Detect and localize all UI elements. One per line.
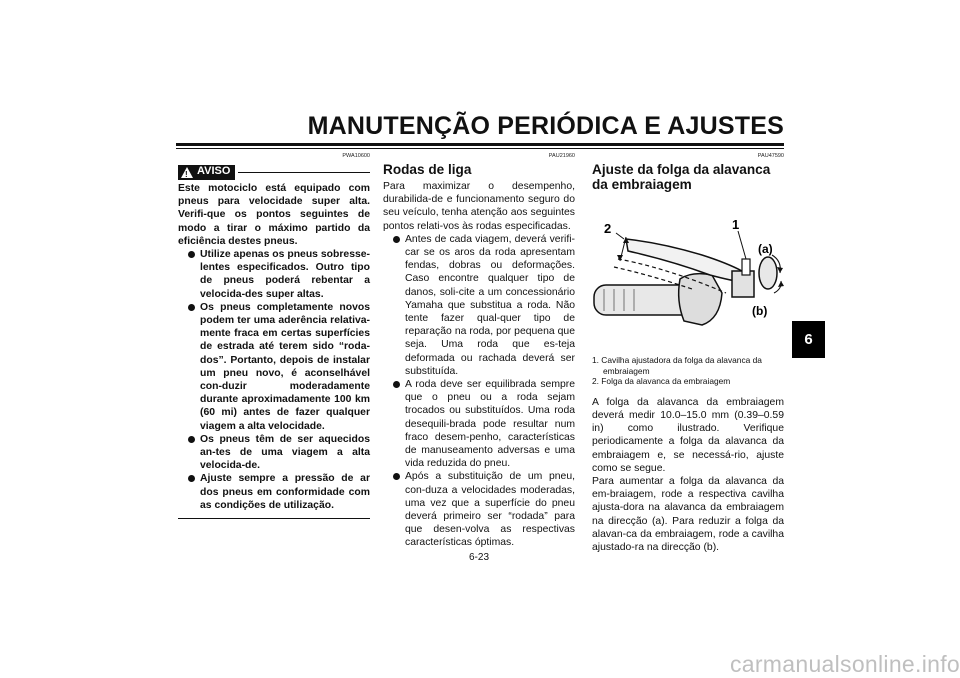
warning-symbol: ! — [185, 169, 188, 179]
clutch-lever-illustration — [592, 197, 784, 347]
warning-triangle-icon — [181, 167, 193, 178]
warning-end-rule — [178, 518, 370, 519]
figure-label-2: 2 — [604, 221, 612, 236]
wheels-list — [383, 233, 575, 550]
warning-item: Os pneus têm de ser aquecidos an-tes de uma viagem a alta velocida-de. — [188, 433, 370, 473]
figure-label-1: 1 — [732, 217, 740, 232]
leader-line-1 — [738, 231, 746, 259]
page-number: 6-23 — [469, 552, 490, 563]
wheels-item: A roda deve ser equilibrada sempre que o pneu ou a roda sejam trocados ou substituídos. Uma roda desequili-brada pode resultar num fraco desem-penho, características de manuseamento adversas e uma vida reduzida do pneu. — [393, 378, 575, 470]
warning-item: Ajuste sempre a pressão de ar dos pneus em conformidade com as condições de utilização. — [188, 472, 370, 512]
warning-badge — [178, 165, 235, 180]
watermark: carmanualsonline.info — [729, 651, 960, 677]
wheels-item: Antes de cada viagem, deverá verifi-car se os aros da roda apresentam fendas, dobras ou deformações. Caso encontre qualquer tipo de danos, soli-cite a um concessionário Yamaha que substitua a roda. Não tente fazer qual-quer tipo de reparação na roda, por pequena que seja. Uma roda que es-teja deformada ou rachada deverá ser substituída. — [393, 233, 575, 378]
adjuster-bolt — [742, 259, 750, 275]
warning-rule — [238, 172, 370, 173]
switch-housing — [679, 274, 722, 325]
wheels-title: Rodas de liga — [383, 162, 472, 177]
adjuster-wheel — [759, 257, 777, 289]
wheels-column — [383, 152, 575, 550]
header-rule — [176, 143, 784, 146]
clutch-column — [592, 152, 784, 554]
warning-code: PWA10600 — [342, 153, 370, 159]
clutch-paragraph-1: A folga da alavanca da embraiagem deverá medir 10.0–15.0 mm (0.39–0.59 in) como ilustrado. Verifique periodicamente a folga da alavanca da embraiagem e, se necessá-rio, ajuste como se segue. — [592, 396, 784, 474]
warning-list — [178, 248, 370, 512]
warning-header — [178, 162, 370, 182]
warning-item: Os pneus completamente novos podem ter uma aderência relativa-mente fraca em certas superfícies de estrada até terem sido “roda-dos”. Portanto, depois de instalar um pneu novo, é aconselhável con-duzir moderadamente durante aproximadamente 100 km (60 mi) antes de fazer qualquer viagem a alta velocidade. — [188, 301, 370, 433]
chapter-tab: 6 — [792, 321, 825, 358]
clutch-code: PAU47590 — [757, 153, 784, 159]
figure-label-b: (b) — [752, 304, 768, 318]
warning-intro: Este motociclo está equipado com pneus para velocidade super alta. Verifi-que os pontos seguintes de modo a tirar o máximo partido da eficiência destes pneus. — [178, 183, 370, 247]
warning-label: AVISO — [197, 165, 231, 178]
caption-item: 1. Cavilha ajustadora da folga da alavanca da embraiagem — [592, 355, 762, 376]
clutch-title: Ajuste da folga da alavanca da embraiagem — [592, 162, 771, 192]
leader-line-2 — [616, 233, 624, 239]
page-header-title: MANUTENÇÃO PERIÓDICA E AJUSTES — [307, 112, 784, 140]
header-rule-thin — [176, 148, 784, 149]
caption-item: 2. Folga da alavanca da embraiagem — [592, 376, 731, 387]
wheels-item: Após a substituição de um pneu, con-duza a velocidades moderadas, uma vez que a superfície do pneu deverá primeiro ser “rodada” para que desen-volva as respectivas características óptimas. — [393, 470, 575, 549]
warning-column — [178, 152, 370, 519]
warning-item: Utilize apenas os pneus sobresse-lentes especificados. Outro tipo de pneus poderá rebentar a velocida-des super altas. — [188, 248, 370, 301]
wheels-intro: Para maximizar o desempenho, durabilida-de e funcionamento seguro do seu veículo, tenha atenção aos seguintes pontos relati-vos às rodas especificadas. — [383, 181, 575, 232]
clutch-paragraph-2: Para aumentar a folga da alavanca da em-braiagem, rode a respectiva cavilha ajusta-dora na alavanca da embraiagem na direcção (a). Para reduzir a folga da alavan-ca da embraiagem, rode a cavilha ajustado-ra na direcção (b). — [592, 475, 784, 553]
figure-captions — [592, 355, 784, 387]
wheels-code: PAU21960 — [548, 153, 575, 159]
figure-label-a: (a) — [758, 242, 773, 256]
